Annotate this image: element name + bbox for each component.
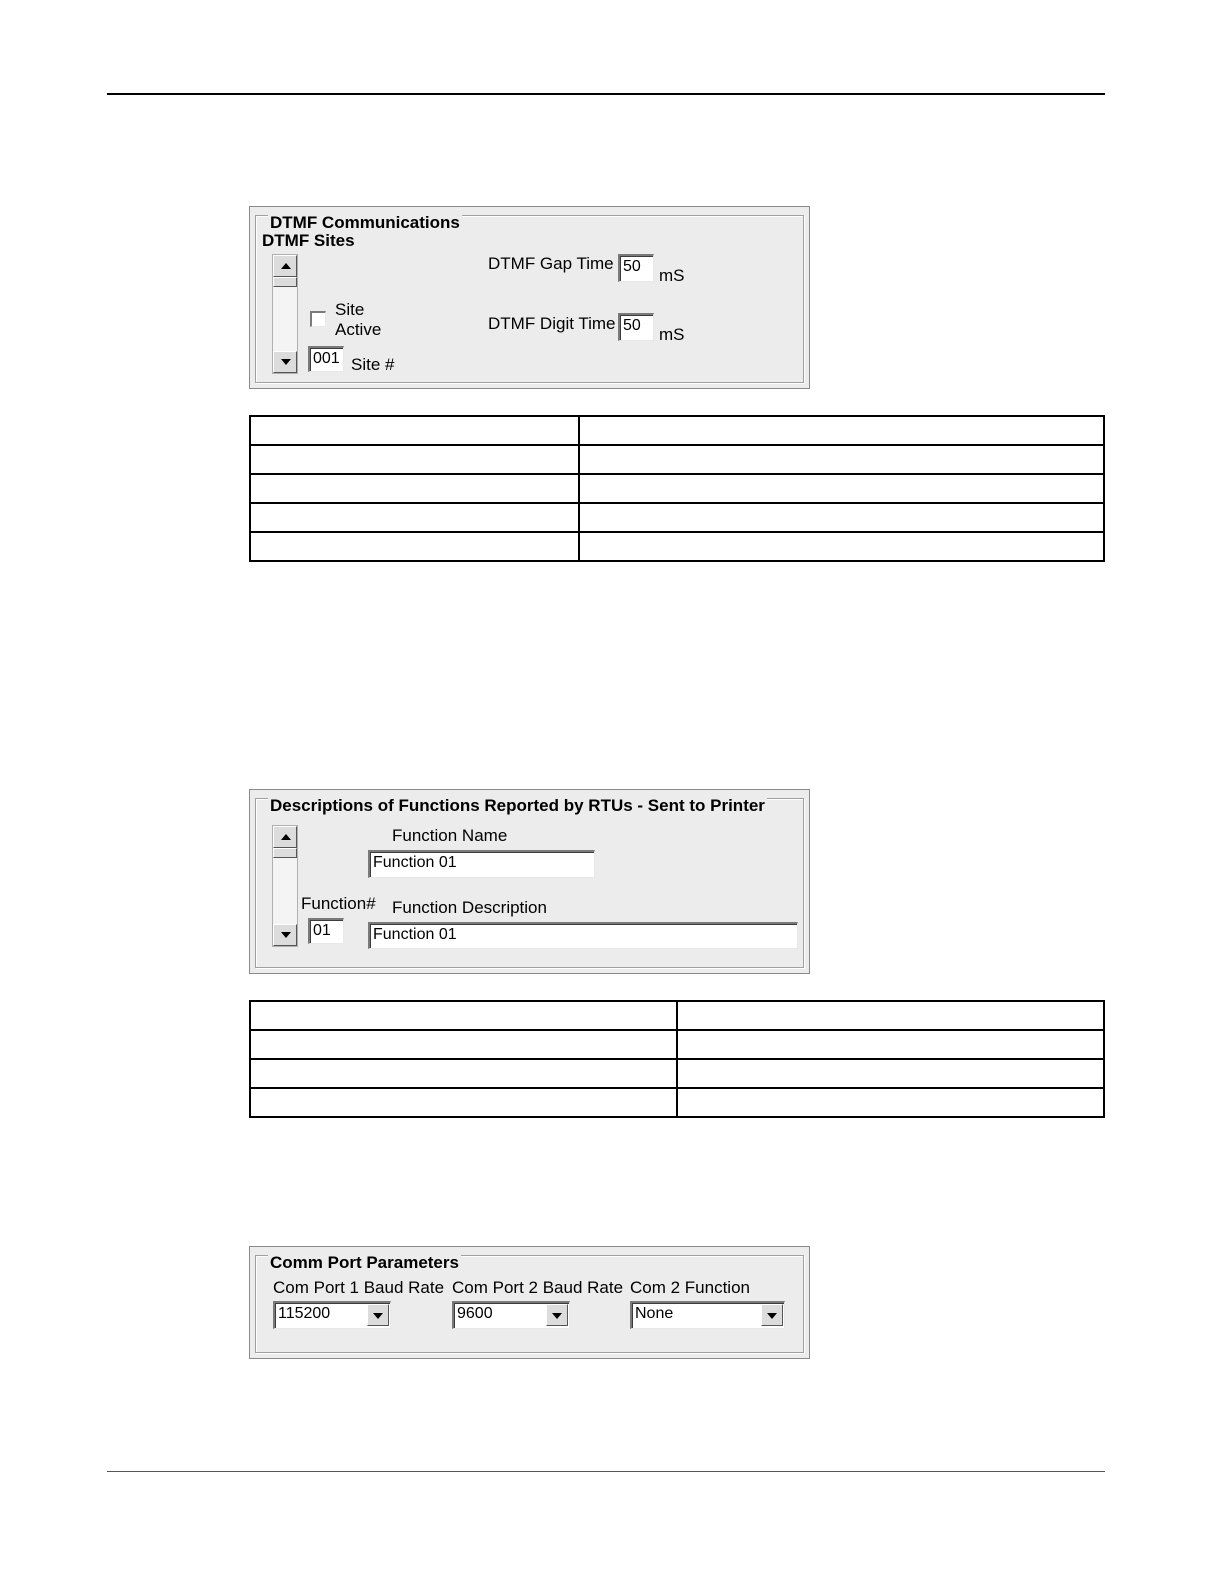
scroll-thumb[interactable] — [273, 848, 297, 858]
gap-time-label: DTMF Gap Time — [488, 254, 614, 273]
dtmf-panel-title: DTMF Communications — [270, 213, 460, 232]
site-number-label: Site # — [351, 355, 395, 374]
site-active-checkbox[interactable] — [310, 311, 326, 327]
table-cell — [250, 532, 579, 561]
dropdown-arrow-icon — [552, 1313, 562, 1319]
com2-function-value: None — [630, 1301, 785, 1329]
table-row — [250, 1030, 1104, 1059]
dropdown-arrow-icon — [767, 1313, 777, 1319]
table-row — [250, 1088, 1104, 1117]
gap-time-unit: mS — [659, 266, 685, 285]
port1-baud-value: 115200 — [273, 1301, 391, 1329]
port2-baud-value: 9600 — [452, 1301, 570, 1329]
function-name-label: Function Name — [392, 826, 508, 845]
table-cell — [579, 416, 1104, 445]
table-cell — [250, 1030, 677, 1059]
header-rule — [107, 93, 1105, 95]
functions-parameters-table — [249, 1000, 1105, 1118]
comm-panel-title: Comm Port Parameters — [270, 1253, 459, 1272]
table-cell — [579, 474, 1104, 503]
table-row — [250, 416, 1104, 445]
scroll-thumb[interactable] — [273, 277, 297, 287]
port2-dropdown-button[interactable] — [546, 1304, 568, 1326]
function-number-field[interactable]: 01 — [308, 918, 344, 944]
table-cell — [579, 532, 1104, 561]
function-description-label: Function Description — [392, 898, 547, 917]
digit-time-field[interactable]: 50 — [618, 313, 654, 341]
comm-port-parameters-panel — [249, 1246, 810, 1359]
table-cell — [250, 503, 579, 532]
dropdown-arrow-icon — [373, 1313, 383, 1319]
scroll-down-button[interactable] — [273, 351, 297, 373]
digit-time-label: DTMF Digit Time — [488, 314, 616, 333]
table-cell — [250, 1001, 677, 1030]
site-number-field[interactable]: 001 — [308, 346, 344, 372]
table-cell — [250, 1059, 677, 1088]
table-cell — [250, 445, 579, 474]
table-row — [250, 1001, 1104, 1030]
dtmf-sites-scrollbar[interactable] — [272, 254, 298, 374]
footer-rule — [107, 1471, 1105, 1472]
scroll-down-button[interactable] — [273, 924, 297, 946]
table-cell — [677, 1001, 1104, 1030]
site-active-label-line1: Site — [335, 300, 365, 319]
com2-function-dropdown-button[interactable] — [761, 1304, 783, 1326]
table-cell — [250, 416, 579, 445]
function-name-field[interactable]: Function 01 — [368, 850, 595, 878]
scroll-down-arrow-icon — [281, 359, 291, 365]
com2-function-label: Com 2 Function — [630, 1278, 750, 1297]
function-descriptions-panel — [249, 789, 810, 974]
table-row — [250, 445, 1104, 474]
table-row — [250, 503, 1104, 532]
dtmf-sites-label: DTMF Sites — [262, 231, 355, 250]
port1-dropdown-button[interactable] — [367, 1304, 389, 1326]
table-cell — [677, 1059, 1104, 1088]
functions-panel-title: Descriptions of Functions Reported by RTUs - Sent to Printer — [270, 796, 765, 815]
scroll-up-button[interactable] — [273, 255, 297, 277]
table-cell — [677, 1030, 1104, 1059]
site-active-label-line2: Active — [335, 320, 382, 339]
table-row — [250, 532, 1104, 561]
table-cell — [579, 445, 1104, 474]
dtmf-parameters-table — [249, 415, 1105, 562]
dtmf-communications-panel — [249, 206, 810, 389]
function-number-label: Function# — [301, 894, 376, 913]
port2-baud-label: Com Port 2 Baud Rate — [452, 1278, 624, 1297]
scroll-down-arrow-icon — [281, 932, 291, 938]
table-row — [250, 1059, 1104, 1088]
table-row — [250, 474, 1104, 503]
table-cell — [250, 474, 579, 503]
scroll-up-arrow-icon — [281, 263, 291, 269]
port2-baud-select[interactable] — [452, 1301, 570, 1329]
function-description-field[interactable]: Function 01 — [368, 922, 798, 949]
port1-baud-label: Com Port 1 Baud Rate — [273, 1278, 445, 1297]
table-cell — [250, 1088, 677, 1117]
functions-scrollbar[interactable] — [272, 825, 298, 947]
port1-baud-select[interactable] — [273, 1301, 391, 1329]
table-cell — [579, 503, 1104, 532]
gap-time-field[interactable]: 50 — [618, 254, 654, 282]
com2-function-select[interactable] — [630, 1301, 785, 1329]
scroll-up-arrow-icon — [281, 834, 291, 840]
scroll-up-button[interactable] — [273, 826, 297, 848]
table-cell — [677, 1088, 1104, 1117]
digit-time-unit: mS — [659, 325, 685, 344]
